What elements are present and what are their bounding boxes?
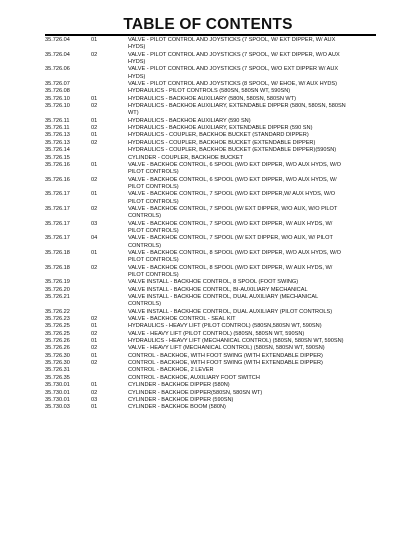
toc-code: 35.726.11 bbox=[45, 125, 70, 132]
toc-sub: 01 bbox=[91, 95, 98, 102]
toc-sub: 03 bbox=[91, 220, 98, 227]
toc-sub: 02 bbox=[91, 316, 98, 323]
toc-description: CONTROL - BACKHOE, WITH FOOT SWING (WITH EXTENDABLE DIPPER) bbox=[128, 352, 323, 359]
toc-entry[interactable] bbox=[45, 206, 376, 221]
toc-description: HYDRAULICS - BACKHOE AUXILIARY (590 SN) bbox=[128, 117, 251, 124]
toc-entry[interactable] bbox=[45, 345, 376, 352]
toc-entry[interactable] bbox=[45, 287, 376, 294]
toc-code: 35.726.18 bbox=[45, 264, 70, 271]
toc-description: CYLINDER - COUPLER, BACKHOE BUCKET bbox=[128, 154, 244, 161]
toc-code: 35.726.16 bbox=[45, 161, 70, 168]
toc-entry[interactable] bbox=[45, 404, 376, 411]
toc-code: 35.726.07 bbox=[45, 81, 70, 88]
toc-entry[interactable] bbox=[45, 132, 376, 139]
toc-code: 35.726.15 bbox=[45, 154, 70, 161]
toc-entry[interactable] bbox=[45, 375, 376, 382]
toc-description: HYDRAULICS - HEAVY LIFT (PILOT CONTROL) (580SN,580SN WT, 590SN) bbox=[128, 323, 322, 330]
toc-code: 35.730.01 bbox=[45, 382, 70, 389]
toc-sub: 02 bbox=[91, 51, 98, 58]
title-divider bbox=[45, 34, 376, 36]
toc-description: CYLINDER - BACKHOE DIPPER (590SN) bbox=[128, 396, 234, 403]
toc-description: VALVE - BACKHOE CONTROL, 7 SPOOL (W/ EXT DIPPER, W/O AUX, W/ PILOT CONTROLS) bbox=[128, 235, 333, 249]
toc-entry[interactable] bbox=[45, 37, 376, 52]
toc-entry[interactable] bbox=[45, 265, 376, 280]
toc-sub: 02 bbox=[91, 389, 98, 396]
toc-sub bbox=[91, 294, 128, 309]
toc-sub: 02 bbox=[91, 125, 98, 132]
toc-sub: 02 bbox=[91, 345, 98, 352]
toc-sub: 01 bbox=[91, 161, 98, 168]
toc-description: VALVE - PILOT CONTROL AND JOYSTICKS (8 SPOOL, W/ EHOE, W/ AUX HYDS) bbox=[128, 81, 337, 88]
toc-code: 35.726.04 bbox=[45, 37, 70, 43]
toc-sub bbox=[91, 309, 128, 316]
toc-description: VALVE - HEAVY LIFT (MECHANICAL CONTROL) (580SN, 580SN WT, 590SN) bbox=[128, 345, 325, 352]
toc-entry[interactable] bbox=[45, 294, 376, 309]
toc-sub bbox=[91, 66, 128, 81]
toc-code: 35.730.01 bbox=[45, 389, 70, 396]
toc-entry[interactable] bbox=[45, 66, 376, 81]
toc-description: VALVE - BACKHOE CONTROL - SEAL KIT bbox=[128, 316, 236, 323]
toc-code: 35.726.20 bbox=[45, 286, 70, 293]
toc-sub: 02 bbox=[91, 139, 98, 146]
toc-sub bbox=[91, 88, 128, 95]
toc-entry[interactable] bbox=[45, 323, 376, 330]
toc-code: 35.726.08 bbox=[45, 88, 70, 95]
toc-entry[interactable] bbox=[45, 140, 376, 147]
toc-entry[interactable] bbox=[45, 118, 376, 125]
toc-sub bbox=[91, 81, 128, 88]
toc-entry[interactable] bbox=[45, 390, 376, 397]
toc-entry[interactable] bbox=[45, 88, 376, 95]
toc-description: HYDRAULICS - COUPLER, BACKHOE BUCKET (STANDARD DIPPER) bbox=[128, 132, 309, 139]
toc-description: VALVE - PILOT CONTROL AND JOYSTICKS (7 SPOOL, W/ EXT DIPPER, W/ AUX HYDS) bbox=[128, 37, 336, 51]
toc-entry[interactable] bbox=[45, 155, 376, 162]
toc-code: 35.726.10 bbox=[45, 103, 70, 110]
toc-description: HYDRAULICS - BACKHOE AUXILIARY, EXTENDABLE DIPPER (580N, 580SN, 580SN WT) bbox=[128, 103, 346, 117]
toc-code: 35.726.06 bbox=[45, 66, 70, 73]
toc-sub: 01 bbox=[91, 37, 98, 43]
toc-description: VALVE - BACKHOE CONTROL, 6 SPOOL (W/O EXT DIPPER, W/O AUX HYDS, W/ PILOT CONTROLS) bbox=[128, 176, 337, 190]
toc-code: 35.726.22 bbox=[45, 308, 70, 315]
toc-sub bbox=[91, 367, 128, 374]
toc-description: CONTROL - BACKHOE, WITH FOOT SWING (WITH EXTENDABLE DIPPER) bbox=[128, 360, 323, 367]
toc-description: VALVE INSTALL - BACKHOE CONTROL, BI-AUXILIARY MECHANICAL bbox=[128, 286, 308, 293]
toc-description: CYLINDER - BACKHOE BOOM (580N) bbox=[128, 404, 226, 411]
toc-code: 35.726.26 bbox=[45, 338, 70, 345]
toc-code: 35.726.17 bbox=[45, 235, 70, 242]
toc-code: 35.726.17 bbox=[45, 205, 70, 212]
toc-sub: 01 bbox=[91, 404, 98, 411]
toc-sub: 01 bbox=[91, 191, 98, 198]
toc-sub: 02 bbox=[91, 330, 98, 337]
toc-description: VALVE - PILOT CONTROL AND JOYSTICKS (7 SPOOL, W/ EXT DIPPER, W/O AUX HYDS) bbox=[128, 51, 340, 66]
toc-entry[interactable] bbox=[45, 397, 376, 404]
toc-code: 35.726.26 bbox=[45, 345, 70, 352]
toc-code: 35.726.35 bbox=[45, 374, 70, 381]
toc-sub bbox=[91, 279, 128, 286]
toc-sub: 02 bbox=[91, 103, 98, 110]
toc-description: VALVE INSTALL - BACKHOE CONTROL, DUAL AUXILIARY (PILOT CONTROLS) bbox=[128, 308, 333, 315]
toc-entry[interactable] bbox=[45, 125, 376, 132]
toc-entry[interactable] bbox=[45, 221, 376, 236]
toc-sub: 01 bbox=[91, 338, 98, 345]
toc-description: VALVE - HEAVY LIFT (PILOT CONTROL) (580SN, 580SN WT, 590SN) bbox=[128, 330, 305, 337]
toc-entry[interactable] bbox=[45, 147, 376, 154]
toc-description: HYDRAULICS - PILOT CONTROLS (580SN, 580SN WT, 590SN) bbox=[128, 88, 291, 95]
toc-description: HYDRAULICS - COUPLER, BACKHOE BUCKET (EXTENDABLE DIPPER)(590SN) bbox=[128, 147, 337, 154]
toc-sub: 01 bbox=[91, 323, 98, 330]
toc-entry[interactable] bbox=[45, 367, 376, 374]
toc-description: HYDRAULICS - COUPLER, BACKHOE BUCKET (EXTENDABLE DIPPER) bbox=[128, 139, 316, 146]
toc-code: 35.726.04 bbox=[45, 51, 70, 58]
toc-sub: 02 bbox=[91, 176, 98, 183]
toc-sub: 01 bbox=[91, 352, 98, 359]
toc-entry[interactable] bbox=[45, 360, 376, 367]
toc-code: 35.726.16 bbox=[45, 176, 70, 183]
toc-code: 35.726.13 bbox=[45, 139, 70, 146]
toc-description: CYLINDER - BACKHOE DIPPER(580SN, 580SN WT) bbox=[128, 389, 263, 396]
toc-description: VALVE INSTALL - BACKHOE CONTROL, DUAL AUXILIARY (MECHANICAL CONTROLS) bbox=[128, 294, 319, 308]
toc-entry[interactable] bbox=[45, 162, 376, 177]
toc-sub bbox=[91, 375, 128, 382]
toc-entry[interactable] bbox=[45, 353, 376, 360]
toc-description: VALVE INSTALL - BACKHOE CONTROL, 8 SPOOL (FOOT SWING) bbox=[128, 279, 299, 286]
toc-code: 35.726.25 bbox=[45, 330, 70, 337]
toc-sub: 01 bbox=[91, 382, 98, 389]
toc-code: 35.726.23 bbox=[45, 316, 70, 323]
toc-sub: 01 bbox=[91, 117, 98, 124]
toc-sub: 02 bbox=[91, 205, 98, 212]
toc-description: HYDRAULICS - BACKHOE AUXILIARY (580N, 580SN, 580SN WT) bbox=[128, 95, 296, 102]
toc-code: 35.726.31 bbox=[45, 367, 70, 374]
toc-sub: 02 bbox=[91, 360, 98, 367]
toc-entry[interactable] bbox=[45, 250, 376, 265]
toc-entry[interactable] bbox=[45, 52, 376, 67]
toc-sub: 01 bbox=[91, 132, 98, 139]
toc-description: VALVE - PILOT CONTROL AND JOYSTICKS (7 SPOOL, W/O EXT DIPPER W/ AUX HYDS) bbox=[128, 66, 339, 80]
toc-entry[interactable] bbox=[45, 103, 376, 118]
toc-sub bbox=[91, 147, 128, 154]
toc-code: 35.726.21 bbox=[45, 294, 70, 301]
toc-description: VALVE - BACKHOE CONTROL, 7 SPOOL (W/O EXT DIPPER,W/ AUX HYDS, W/O PILOT CONTROLS) bbox=[128, 191, 336, 205]
toc-code: 35.726.25 bbox=[45, 323, 70, 330]
toc-sub: 01 bbox=[91, 249, 98, 256]
toc-code: 35.726.30 bbox=[45, 360, 70, 367]
toc-description: VALVE - BACKHOE CONTROL, 8 SPOOL (W/O EXT DIPPER, W/ AUX HYDS, W/ PILOT CONTROLS) bbox=[128, 264, 333, 278]
toc-description: HYDRAULICS - BACKHOE AUXILIARY, EXTENDABLE DIPPER (590 SN) bbox=[128, 125, 313, 132]
toc-entry[interactable] bbox=[45, 96, 376, 103]
toc-description: VALVE - BACKHOE CONTROL, 6 SPOOL (W/O EXT DIPPER, W/O AUX HYDS, W/O PILOT CONTROLS) bbox=[128, 161, 342, 176]
toc-entry[interactable] bbox=[45, 177, 376, 192]
toc-entry[interactable] bbox=[45, 331, 376, 338]
toc-sub bbox=[91, 155, 128, 162]
toc-description: VALVE - BACKHOE CONTROL, 8 SPOOL (W/O EXT DIPPER, W/O AUX HYDS, W/O PILOT CONTROLS) bbox=[128, 249, 342, 264]
toc-description: VALVE - BACKHOE CONTROL, 7 SPOOL (W/ EXT DIPPER, W/O AUX, W/O PILOT CONTROLS) bbox=[128, 205, 338, 220]
toc-description: CYLINDER - BACKHOE DIPPER (580N) bbox=[128, 382, 230, 389]
toc-code: 35.726.30 bbox=[45, 352, 70, 359]
toc-entry[interactable] bbox=[45, 81, 376, 88]
toc-description: VALVE - BACKHOE CONTROL, 7 SPOOL (W/O EXT DIPPER, W/ AUX HYDS, W/ PILOT CONTROLS) bbox=[128, 220, 333, 234]
toc-code: 35.730.01 bbox=[45, 396, 70, 403]
toc-sub: 03 bbox=[91, 396, 98, 403]
toc-code: 35.726.18 bbox=[45, 249, 70, 256]
toc-description: CONTROL - BACKHOE, AUXILIARY FOOT SWITCH bbox=[128, 374, 260, 381]
toc-description: CONTROL - BACKHOE, 2 LEVER bbox=[128, 367, 214, 374]
toc-code: 35.730.03 bbox=[45, 404, 70, 411]
toc-description: HYDRAULICS - HEAVY LIFT (MECHANICAL CONTROL) (580SN, 580SN WT, 590SN) bbox=[128, 338, 344, 345]
toc-list bbox=[45, 37, 376, 412]
toc-code: 35.726.17 bbox=[45, 220, 70, 227]
toc-code: 35.726.13 bbox=[45, 132, 70, 139]
toc-sub: 04 bbox=[91, 235, 98, 242]
toc-sub: 02 bbox=[91, 264, 98, 271]
toc-entry[interactable] bbox=[45, 191, 376, 206]
toc-sub bbox=[91, 287, 128, 294]
toc-code: 35.726.11 bbox=[45, 117, 70, 124]
toc-entry[interactable] bbox=[45, 309, 376, 316]
toc-entry[interactable] bbox=[45, 316, 376, 323]
toc-code: 35.726.10 bbox=[45, 95, 70, 102]
toc-code: 35.726.19 bbox=[45, 279, 70, 286]
toc-code: 35.726.14 bbox=[45, 147, 70, 154]
toc-entry[interactable] bbox=[45, 382, 376, 389]
toc-entry[interactable] bbox=[45, 235, 376, 250]
toc-entry[interactable] bbox=[45, 338, 376, 345]
toc-code: 35.726.17 bbox=[45, 191, 70, 198]
page-title: TABLE OF CONTENTS bbox=[123, 16, 293, 33]
toc-entry[interactable] bbox=[45, 279, 376, 286]
